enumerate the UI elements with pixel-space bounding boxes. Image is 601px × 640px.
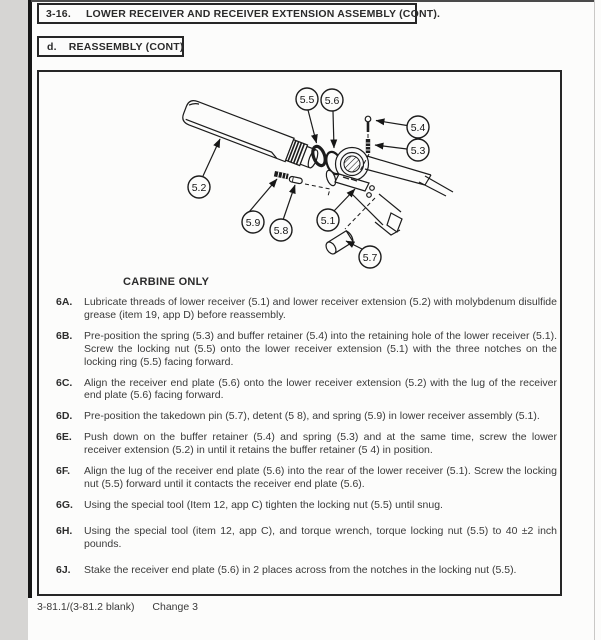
step-text: Lubricate threads of lower receiver (5.1) and lower receiver extension (5.2) with molybdenum disulfide grease (item 19, app D) before reassembly. <box>84 296 557 321</box>
section-number: 3-16. <box>46 7 71 20</box>
svg-text:5.9: 5.9 <box>245 217 261 229</box>
step-text: Align the lug of the receiver end plate (5.6) into the rear of the lower receiver (5.1). Screw the locking nut (5.5) forward until it contacts the receiver end plate (5.6). <box>84 465 557 490</box>
svg-text:5.7: 5.7 <box>362 252 378 264</box>
step-id: 6A. <box>56 296 73 308</box>
subsection-header-box <box>37 36 184 57</box>
svg-text:5.2: 5.2 <box>191 182 207 194</box>
step-text: Using the special tool (item 12, app C), and torque wrench, torque locking nut (5.5) to 40 ±2 inch pounds. <box>84 524 557 550</box>
detent-drawing <box>289 176 303 184</box>
top-rule <box>31 0 594 2</box>
callout-5.7 <box>359 246 381 268</box>
carbine-only-note: CARBINE ONLY <box>123 276 210 288</box>
callout-5.9 <box>242 211 264 233</box>
svg-text:5.1: 5.1 <box>320 215 336 227</box>
step-text: Pre-position the takedown pin (5.7), detent (5 8), and spring (5.9) in lower receiver assembly (5.1). <box>84 410 540 423</box>
step-id: 6C. <box>56 376 73 389</box>
callout-5.5 <box>296 88 318 110</box>
step-text: Push down on the buffer retainer (5.4) and spring (5.3) and at the same time, screw the lower receiver extension (5.2) in until it retains the buffer retainer (5 4) in position. <box>84 431 557 457</box>
svg-text:5.3: 5.3 <box>410 145 426 157</box>
detent-axis-dashed <box>305 184 330 196</box>
change-number: Change 3 <box>152 601 198 613</box>
step-6f <box>56 465 557 491</box>
step-6g <box>56 499 557 512</box>
detent-spring-drawing <box>274 171 289 179</box>
buffer-retainer-drawing <box>365 116 371 132</box>
step-id: 6G. <box>56 498 73 511</box>
page-edge <box>594 0 595 640</box>
step-id: 6J. <box>56 563 71 576</box>
section-header-box <box>37 3 441 24</box>
scan-margin <box>0 0 28 640</box>
callout-5.6 <box>321 89 343 111</box>
content-box <box>37 70 562 596</box>
exploded-view-diagram <box>39 72 560 272</box>
page-footer <box>37 601 198 613</box>
step-6e <box>56 431 557 457</box>
step-id: 6E. <box>56 431 72 444</box>
step-6j <box>56 564 557 577</box>
step-6b <box>56 330 557 369</box>
callout-5.8 <box>270 219 292 241</box>
callout-5.1 <box>317 209 339 231</box>
svg-text:5.5: 5.5 <box>299 94 315 106</box>
step-id: 6B. <box>56 329 73 342</box>
step-text: Using the special tool (Item 12, app C) tighten the locking nut (5.5) until snug. <box>84 498 443 511</box>
step-6h <box>56 525 557 551</box>
subsection-letter: d. <box>47 40 57 53</box>
section-title: LOWER RECEIVER AND RECEIVER EXTENSION ASSEMBLY (CONT). <box>85 7 441 20</box>
callout-5.4 <box>407 116 429 138</box>
step-text: Stake the receiver end plate (5.6) in 2 places across from the notches in the locking nut (5.5). <box>84 563 517 576</box>
step-id: 6D. <box>56 410 73 423</box>
step-text: Align the receiver end plate (5.6) onto the lower receiver extension (5.2) with the lug of the receiver end plate (5.6) facing forward. <box>84 376 557 402</box>
svg-text:5.8: 5.8 <box>273 225 289 237</box>
retainer-spring-drawing <box>366 139 370 153</box>
step-6a <box>56 296 557 322</box>
step-id: 6F. <box>56 465 71 478</box>
step-id: 6H. <box>56 524 73 537</box>
step-6c <box>56 377 557 403</box>
svg-text:5.6: 5.6 <box>324 95 340 107</box>
buffer-tube-drawing <box>181 98 321 172</box>
svg-text:5.4: 5.4 <box>410 122 426 134</box>
page-number: 3-81.1/(3-81.2 blank) <box>37 601 135 613</box>
procedure-steps <box>39 296 560 577</box>
callout-5.3 <box>407 139 429 161</box>
step-6d <box>56 410 557 423</box>
callout-5.2 <box>188 176 210 198</box>
step-text: Pre-position the spring (5.3) and buffer retainer (5.4) into the retaining hole of the lower receiver (5.1). Screw the locking nut (5.5) onto the lower receiver extension (5.1) with the three notches on the locking ring (5.5) facing forward. <box>84 329 557 368</box>
subsection-title: REASSEMBLY (CONT) <box>68 40 184 53</box>
change-bar <box>28 0 32 598</box>
